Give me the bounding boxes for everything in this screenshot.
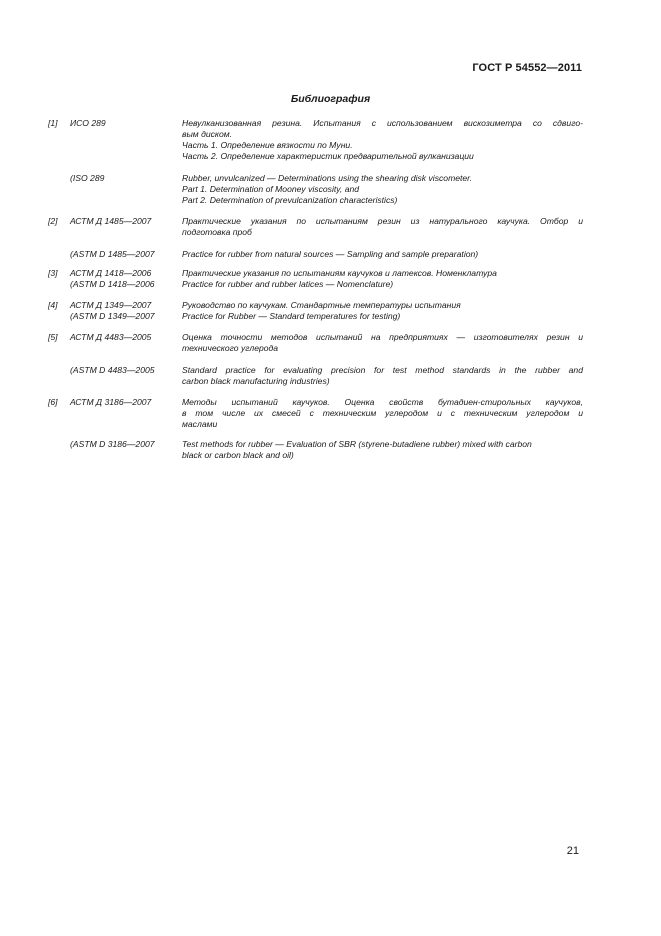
bibliography-title: Библиография <box>290 93 371 105</box>
entry-code: (ISO 289 <box>70 173 105 183</box>
entry-description: Standard practice for evaluating precision for test method standards in the rubber and carbon black manufacturing industries) <box>182 365 583 386</box>
entry-description: Практические указания по испытаниям каучуков и латексов. Номенклатура Practice for rubber and rubber latices — Nomenclature) <box>182 268 497 289</box>
page-number: 21 <box>566 845 579 857</box>
entry-code: (ASTM D 3186—2007 <box>70 439 155 449</box>
document-standard-header: ГОСТ Р 54552—2011 <box>472 62 582 74</box>
entry-description: Невулканизованная резина. Испытания с использованием вискозиметра со сдвиго- вым диском. Часть 1. Определение вязкости по Муни. Часть 2. Определение характеристик предварительной вулканизации <box>182 118 583 161</box>
entry-code: АСТМ Д 1349—2007 (ASTM D 1349—2007 <box>70 300 155 321</box>
entry-code: АСТМ Д 3186—2007 <box>70 397 152 407</box>
entry-description: Test methods for rubber — Evaluation of SBR (styrene-butadiene rubber) mixed with carbon black or carbon black and oil) <box>182 439 532 460</box>
entry-code: АСТМ Д 4483—2005 <box>70 332 152 342</box>
entry-number: [2] <box>48 216 58 226</box>
entry-number: [5] <box>48 332 58 342</box>
entry-number: [3] <box>48 268 58 278</box>
entry-description: Методы испытаний каучуков. Оценка свойств бутадиен-стирольных каучуков, в том числе их смесей с техническим углеродом и с техническим углеродом и маслами <box>182 397 583 429</box>
entry-number: [4] <box>48 300 58 310</box>
entry-description: Практические указания по испытаниям резин из натурального каучука. Отбор и подготовка проб <box>182 216 583 237</box>
entry-code: (ASTM D 4483—2005 <box>70 365 155 375</box>
entry-code: АСТМ Д 1485—2007 <box>70 216 152 226</box>
entry-code: (ASTM D 1485—2007 <box>70 249 155 259</box>
entry-description: Руководство по каучукам. Стандартные температуры испытания Practice for Rubber — Standard temperatures for testing) <box>182 300 461 321</box>
entry-description: Оценка точности методов испытаний на предприятиях — изготовителях резин и технического углерода <box>182 332 583 353</box>
entry-code: АСТМ Д 1418—2006 (ASTM D 1418—2006 <box>70 268 155 289</box>
entry-description: Rubber, unvulcanized — Determinations using the shearing disk viscometer. Part 1. Determination of Mooney viscosity, and Part 2. Determination of prevulcanization characteristics) <box>182 173 473 205</box>
entry-description: Practice for rubber from natural sources — Sampling and sample preparation) <box>182 249 479 259</box>
entry-number: [6] <box>48 397 58 407</box>
entry-code: ИСО 289 <box>70 118 106 128</box>
entry-number: [1] <box>48 118 58 128</box>
